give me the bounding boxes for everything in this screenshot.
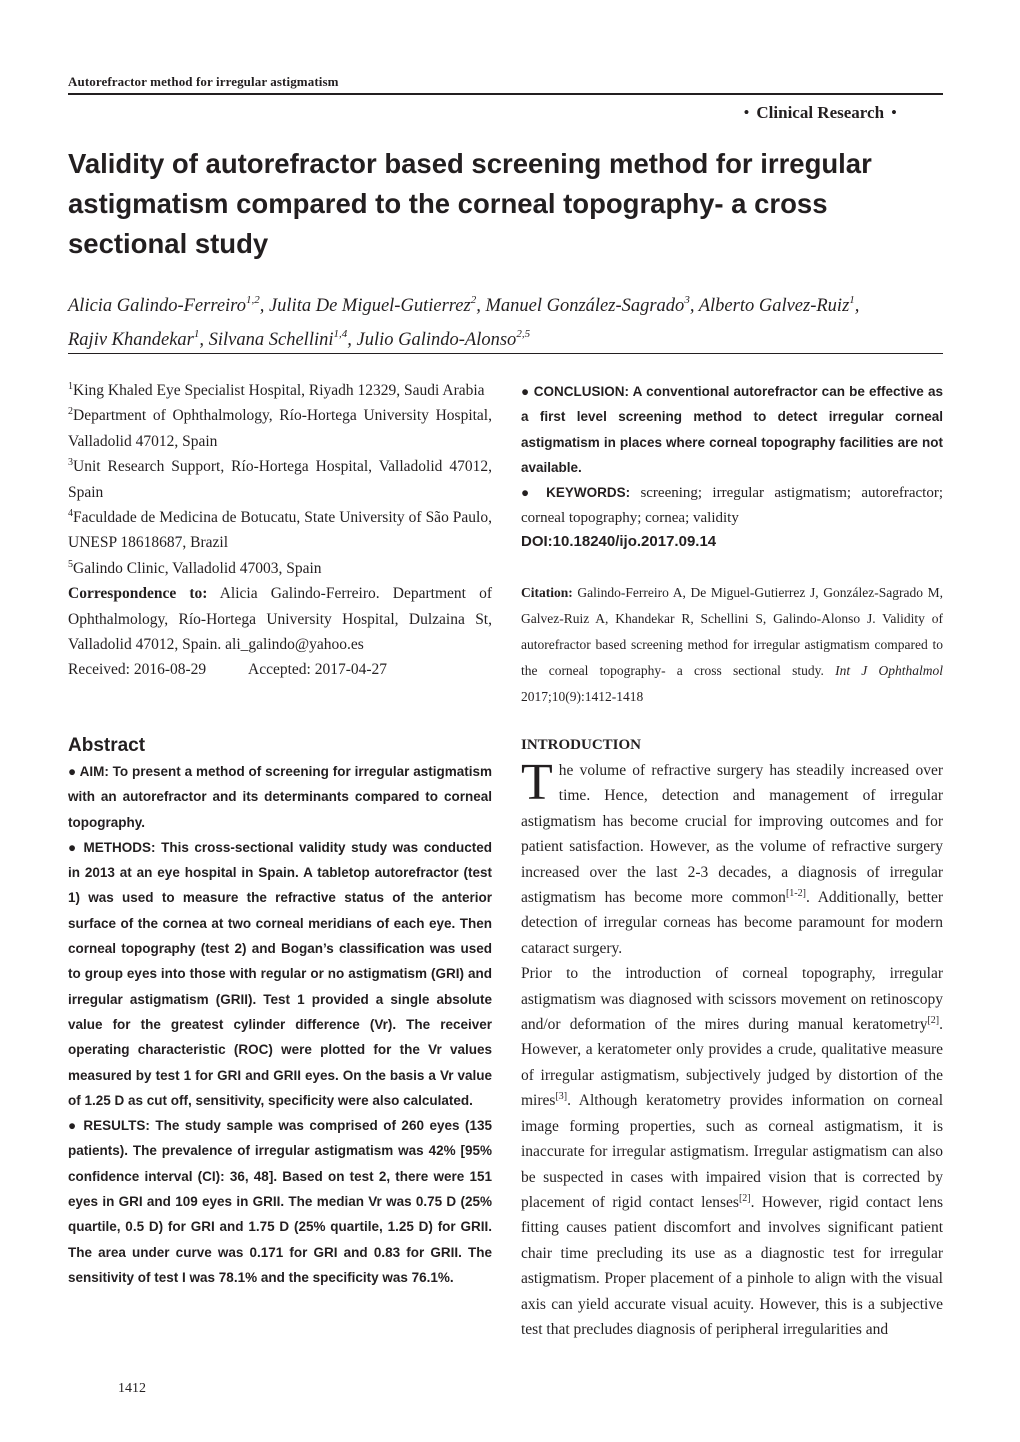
drop-cap: T: [521, 754, 553, 811]
citation-label: Citation:: [521, 585, 573, 600]
author-affiliation-ref: 1: [193, 328, 200, 340]
page-number: 1412: [118, 1381, 146, 1396]
received-date: Received: 2016-08-29: [68, 661, 207, 679]
affiliation-item: [68, 556, 492, 581]
keywords-text: screening; irregular astigmatism; autorefractor; corneal topography; cornea; validity: [521, 485, 944, 527]
section-dot-right: •: [891, 103, 897, 122]
abstract-conclusion: ● CONCLUSION: A conventional autorefractor can be effective as a first level screening method to detect irregular corneal astigmatism in places where corneal topography facilities are not available.: [521, 384, 943, 476]
author-name: Alicia Galindo-Ferreiro: [68, 296, 246, 316]
citation-ref: [2]: [927, 1015, 940, 1027]
affiliation-number: 4: [68, 508, 73, 520]
citation-ref: [2]: [738, 1192, 751, 1204]
author-separator: ,: [476, 296, 486, 316]
keywords: [521, 480, 943, 532]
affiliation-item: [68, 403, 492, 454]
correspondence-text: Alicia Galindo-Ferreiro. Department of Ophthalmology, Río-Hortega University Hospital, Dulzaina St, Valladolid 47012, Spain. ali_galindo@yahoo.es: [68, 585, 492, 654]
accepted-date: Accepted: 2017-04-27: [248, 661, 388, 679]
affiliation-item: [68, 378, 492, 403]
citation-volume: 2017;10(9):1412-1418: [521, 689, 644, 704]
affiliation-text: Faculdade de Medicina de Botucatu, State University of São Paulo, UNESP 18618687, Brazil: [68, 509, 492, 552]
intro-text: . However, a keratometer only provides a crude, qualitative measure of irregular astigmatism, subjectively judged by distortion of the mires: [521, 1016, 943, 1110]
citation-journal: Int J Ophthalmol: [835, 663, 943, 678]
author-list: [68, 289, 948, 357]
affiliation-text: Unit Research Support, Río-Hortega Hospital, Valladolid 47012, Spain: [68, 458, 492, 501]
article-title: Validity of autorefractor based screening method for irregular astigmatism compared to the corneal topography- a cross sectional study: [68, 148, 872, 259]
introduction-body: [521, 754, 944, 1342]
author-affiliation-ref: 3: [684, 294, 690, 306]
intro-text: . However, rigid contact lens fitting causes patient discomfort and involves significant patient chair time precluding its use as a diagnostic test for irregular astigmatism. Proper placement of a pinhole to align with the visual axis can yield accurate visual acuity. However, this is a subjective test that precludes diagnosis of peripheral irregularities and: [521, 1193, 943, 1338]
author-separator: ,: [854, 296, 860, 316]
author-separator: ,: [199, 330, 209, 350]
running-header: Autorefractor method for irregular astigmatism: [68, 74, 339, 89]
doi: DOI:10.18240/ijo.2017.09.14: [521, 533, 717, 550]
section-label-text: Clinical Research: [756, 103, 885, 122]
keywords-label: ● KEYWORDS:: [521, 485, 631, 500]
affiliation-number: 1: [68, 381, 73, 392]
section-label: [736, 103, 904, 123]
author-name: Alberto Galvez-Ruiz: [698, 296, 850, 316]
author-affiliation-ref: 1,2: [245, 294, 260, 306]
affiliation-number: 2: [68, 406, 73, 418]
author-name: Rajiv Khandekar: [68, 330, 194, 350]
author-separator: ,: [347, 330, 357, 350]
author-name: Julita De Miguel-Gutierrez: [268, 296, 471, 316]
affiliation-text: Galindo Clinic, Valladolid 47003, Spain: [73, 559, 322, 577]
author-separator: ,: [259, 296, 269, 316]
author-name: Silvana Schellini: [208, 330, 334, 350]
abstract-aim: ● AIM: To present a method of screening for irregular astigmatism with an autorefractor and its determinants compared to corneal topography.: [68, 764, 492, 830]
introduction-paragraph: [521, 961, 943, 1342]
citation-text: Galindo-Ferreiro A, De Miguel-Gutierrez J, González-Sagrado M, Galvez-Ruiz A, Khandekar R, Schellini S, Galindo-Alonso J. Validity of autorefractor based screening method for irregular astigmatism compared to the corneal topography- a cross sectional study.: [521, 585, 943, 678]
abstract-results: ● RESULTS: The study sample was comprised of 260 eyes (135 patients). The prevalence of irregular astigmatism was 42% [95% confidence interval (CI): 36, 48]. Based on test 2, there were 151 eyes in GRI and 109 eyes in GRII. The median Vr was 0.75 D (25% quartile, 0.5 D) for GRI and 1.75 D (25% quartile, 1.25 D) for GRII. The area under curve was 0.171 for GRI and 0.83 for GRII. The sensitivity of test I was 78.1% and the specificity was 76.1%.: [68, 1118, 492, 1285]
author-name: Julio Galindo-Alonso: [356, 330, 517, 350]
author-affiliation-ref: 2: [470, 294, 477, 306]
affiliation-number: 5: [68, 558, 73, 570]
article-dates: [68, 657, 492, 682]
abstract-heading: Abstract: [68, 735, 146, 756]
intro-text: . Although keratometry provides information on corneal image forming properties, such as corneal astigmatism, it is inaccurate for irregular astigmatism. Irregular astigmatism can also be suspected in cases with impaired vision that is corrected by placement of rigid contact lenses: [521, 1092, 943, 1211]
section-dot-left: •: [743, 103, 750, 122]
introduction-paragraph: [521, 754, 944, 961]
affiliation-item: [68, 505, 492, 556]
correspondence: [68, 581, 492, 657]
affiliation-number: 3: [68, 457, 73, 469]
author-affiliation-ref: 1: [849, 294, 855, 306]
citation: [521, 580, 943, 710]
affiliation-text: King Khaled Eye Specialist Hospital, Riyadh 12329, Saudi Arabia: [73, 382, 485, 399]
author-affiliation-ref: 2,5: [516, 328, 531, 340]
citation-ref: [3]: [555, 1091, 568, 1103]
affiliation-text: Department of Ophthalmology, Río-Hortega University Hospital, Valladolid 47012, Spain: [68, 407, 492, 450]
affiliation-item: [68, 454, 492, 505]
abstract-body: [68, 759, 492, 1290]
intro-text: Prior to the introduction of corneal topography, irregular astigmatism was diagnosed with scissors movement on retinoscopy and/or deformation of the mires during manual keratometry: [521, 965, 943, 1034]
author-separator: ,: [689, 296, 699, 316]
authors-rule: [68, 353, 943, 354]
intro-text: he volume of refractive surgery has steadily increased over time. Hence, detection and management of irregular astigmatism has become crucial for improving outcomes and for patient satisfaction. However, as the volume of refractive surgery increased over the last 2-3 decades, a diagnosis of irregular astigmatism has become more common: [521, 762, 943, 907]
correspondence-label: Correspondence to:: [68, 585, 208, 603]
header-rule: [68, 93, 943, 95]
intro-text: . Additionally, better detection of irregular corneas has become paramount for modern cataract surgery.: [521, 889, 944, 957]
citation-ref: [1-2]: [785, 888, 806, 900]
affiliations: [68, 378, 492, 683]
author-name: Manuel González-Sagrado: [485, 296, 685, 316]
abstract-methods: ● METHODS: This cross-sectional validity study was conducted in 2013 at an eye hospital in Spain. A tabletop autorefractor (test 1) was used to measure the refractive status of the anterior surface of the cornea at two corneal meridians of each eye. Then corneal topography (test 2) and Bogan’s classification was used to group eyes into those with regular or no astigmatism (GRI) and irregular astigmatism (GRII). Test 1 provided a single absolute value for the greatest cylinder difference (Vr). The receiver operating characteristic (ROC) were plotted for the Vr values measured by test 1 for GRI and GRII eyes. On the basis a Vr value of 1.25 D as cut off, sensitivity, specificity were also calculated.: [68, 839, 492, 1108]
author-affiliation-ref: 1,4: [333, 328, 348, 340]
introduction-heading: INTRODUCTION: [521, 737, 642, 753]
